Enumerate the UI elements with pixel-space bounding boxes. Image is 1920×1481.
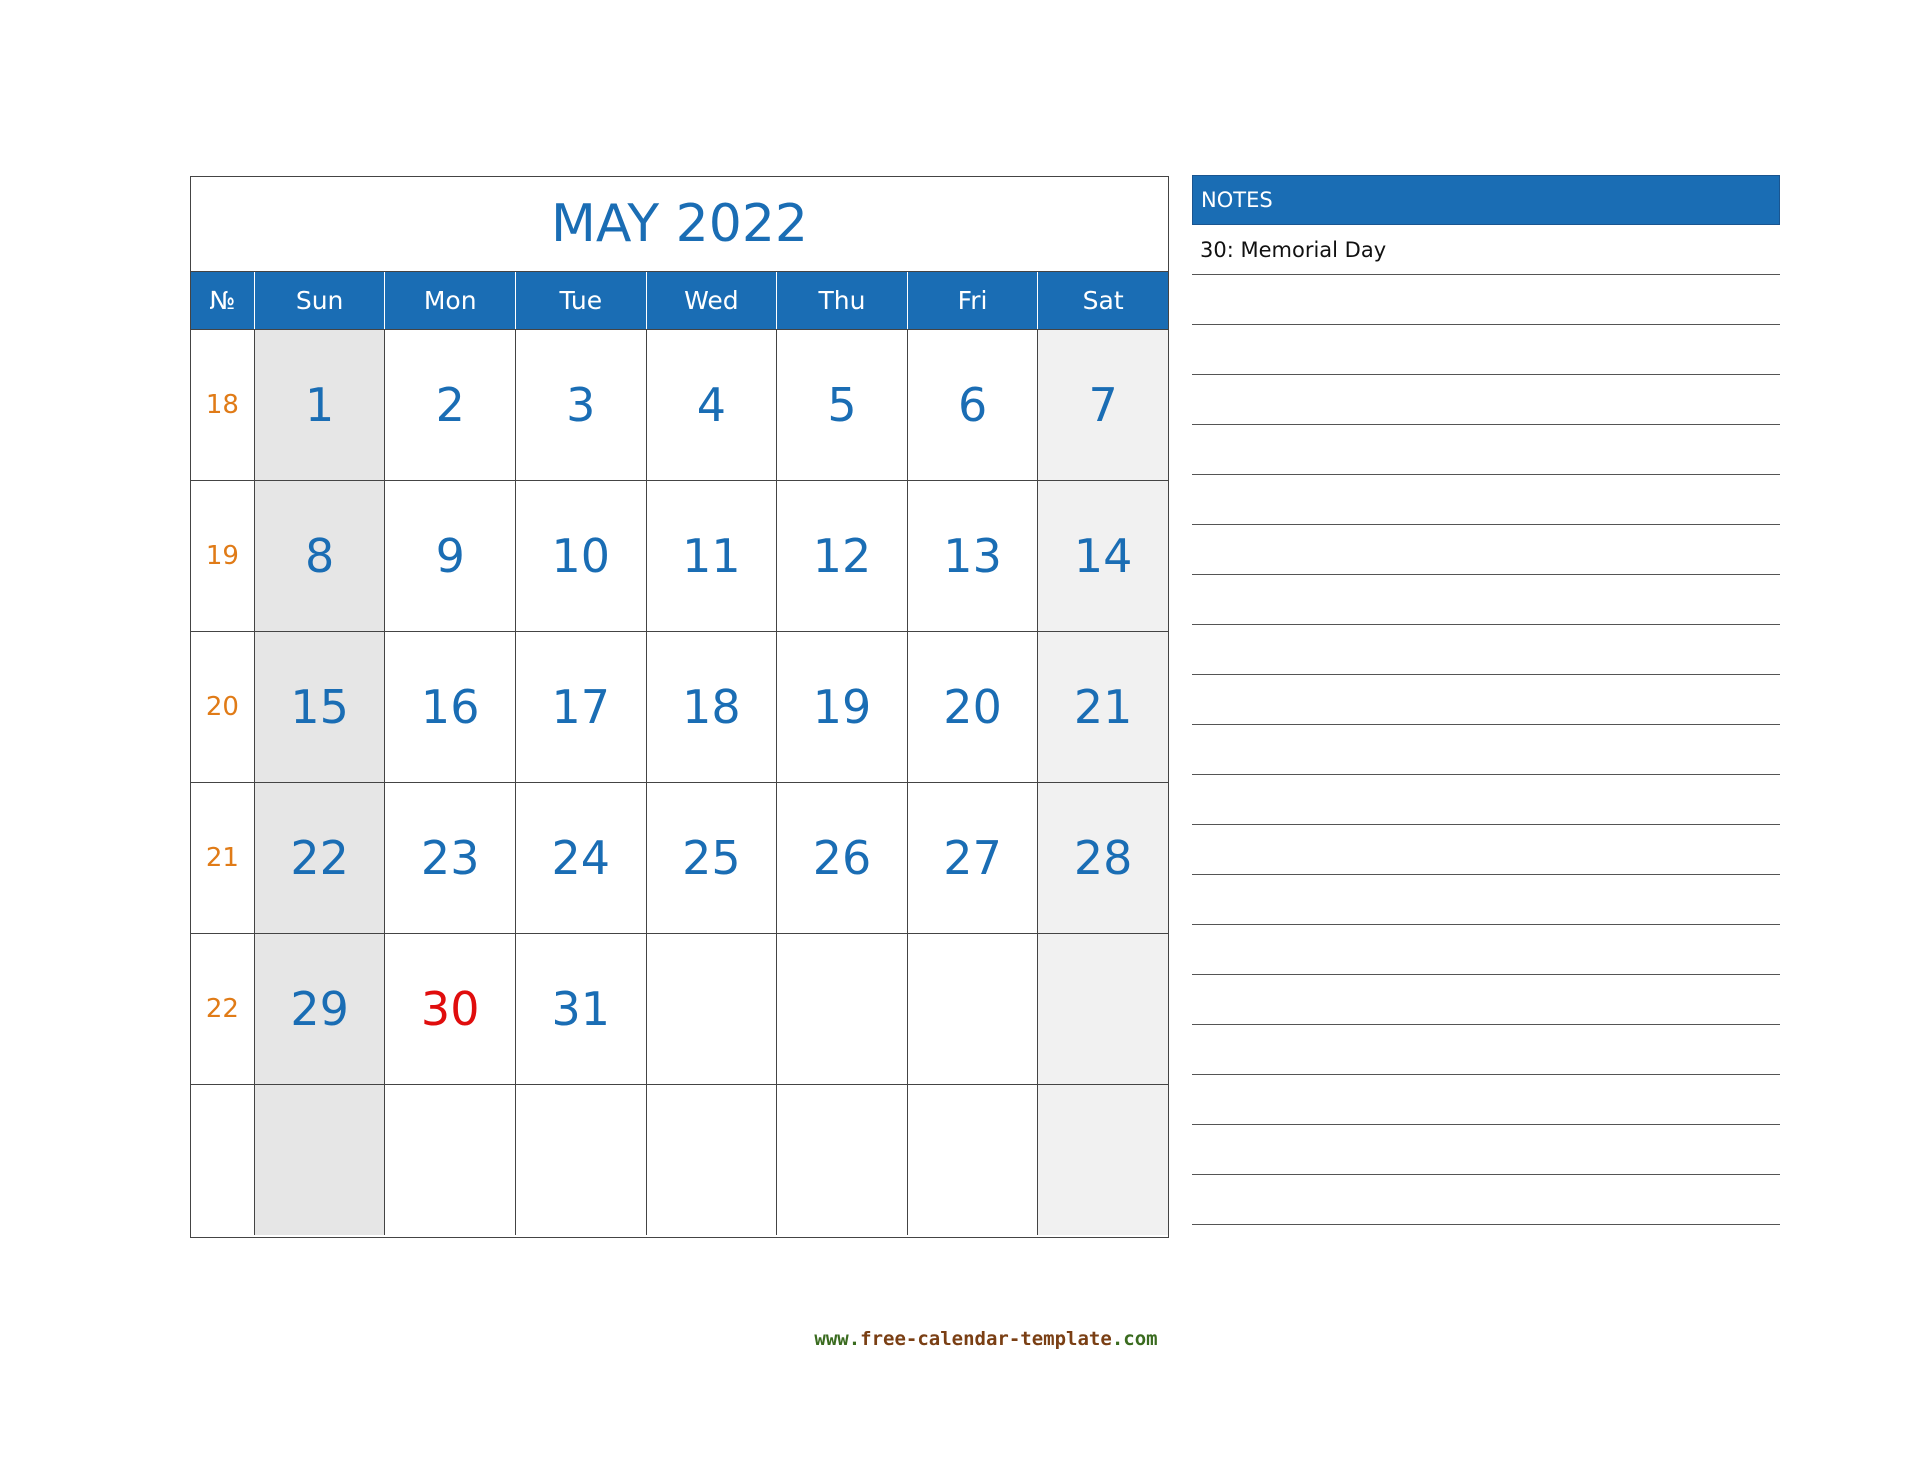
- note-line[interactable]: [1192, 875, 1780, 925]
- note-line[interactable]: [1192, 975, 1780, 1025]
- day-cell[interactable]: 13: [907, 481, 1038, 631]
- day-cell[interactable]: 27: [907, 783, 1038, 933]
- week-number: 20: [205, 692, 239, 722]
- day-cell[interactable]: 23: [384, 783, 515, 933]
- day-cell[interactable]: [1037, 1085, 1168, 1235]
- note-line[interactable]: [1192, 925, 1780, 975]
- day-cell[interactable]: 11: [646, 481, 777, 631]
- note-line[interactable]: [1192, 275, 1780, 325]
- day-cell[interactable]: 1: [254, 330, 385, 480]
- day-cell[interactable]: 15: [254, 632, 385, 782]
- week-row: [191, 329, 1168, 480]
- week-number-header: №: [209, 286, 236, 315]
- note-line[interactable]: [1192, 825, 1780, 875]
- day-cell[interactable]: 18: [646, 632, 777, 782]
- calendar-grid: [190, 176, 1169, 1238]
- header-fri: Fri: [907, 272, 1038, 329]
- footer-suffix: .com: [1111, 1328, 1158, 1350]
- note-line[interactable]: [1192, 1075, 1780, 1125]
- day-cell[interactable]: 28: [1037, 783, 1168, 933]
- day-cell[interactable]: 14: [1037, 481, 1168, 631]
- day-cell[interactable]: [254, 1085, 385, 1235]
- day-cell[interactable]: 8: [254, 481, 385, 631]
- note-line[interactable]: [1192, 575, 1780, 625]
- note-line[interactable]: [1192, 1125, 1780, 1175]
- calendar-body: [191, 329, 1168, 1235]
- week-number: [191, 1085, 254, 1235]
- day-cell[interactable]: [1037, 934, 1168, 1084]
- header-sat: Sat: [1037, 272, 1168, 329]
- day-cell[interactable]: [907, 934, 1038, 1084]
- note-line[interactable]: [1192, 375, 1780, 425]
- note-line[interactable]: [1192, 1175, 1780, 1225]
- header-tue: Tue: [515, 272, 646, 329]
- day-cell[interactable]: 7: [1037, 330, 1168, 480]
- day-cell[interactable]: [515, 1085, 646, 1235]
- day-cell[interactable]: 29: [254, 934, 385, 1084]
- note-line[interactable]: [1192, 675, 1780, 725]
- note-line[interactable]: [1192, 1025, 1780, 1075]
- header-sun: Sun: [254, 272, 385, 329]
- month-title: MAY 2022: [191, 177, 1168, 272]
- day-cell[interactable]: [646, 1085, 777, 1235]
- day-cell[interactable]: 25: [646, 783, 777, 933]
- notes-panel: [1192, 175, 1780, 1225]
- day-cell[interactable]: [646, 934, 777, 1084]
- day-cell[interactable]: 3: [515, 330, 646, 480]
- day-cell[interactable]: 12: [776, 481, 907, 631]
- day-cell[interactable]: 22: [254, 783, 385, 933]
- week-row: [191, 933, 1168, 1084]
- day-cell[interactable]: 19: [776, 632, 907, 782]
- week-number: 19: [205, 541, 239, 571]
- day-cell[interactable]: 20: [907, 632, 1038, 782]
- header-mon: Mon: [384, 272, 515, 329]
- day-cell[interactable]: 16: [384, 632, 515, 782]
- day-cell[interactable]: [384, 1085, 515, 1235]
- day-cell[interactable]: 21: [1037, 632, 1168, 782]
- note-line[interactable]: [1192, 775, 1780, 825]
- day-cell[interactable]: 5: [776, 330, 907, 480]
- note-line[interactable]: 30: Memorial Day: [1192, 225, 1780, 275]
- header-wed: Wed: [646, 272, 777, 329]
- footer-prefix: www.: [814, 1328, 861, 1350]
- notes-heading: NOTES: [1192, 175, 1780, 225]
- day-cell[interactable]: 30: [384, 934, 515, 1084]
- week-number: 18: [205, 390, 239, 420]
- week-number: 22: [205, 994, 239, 1024]
- footer-url[interactable]: [800, 1328, 1172, 1350]
- day-cell[interactable]: 26: [776, 783, 907, 933]
- week-row: [191, 782, 1168, 933]
- note-line[interactable]: [1192, 525, 1780, 575]
- day-cell[interactable]: 10: [515, 481, 646, 631]
- day-cell[interactable]: 4: [646, 330, 777, 480]
- day-cell[interactable]: [776, 1085, 907, 1235]
- note-line[interactable]: [1192, 425, 1780, 475]
- week-row: [191, 631, 1168, 782]
- note-line[interactable]: [1192, 475, 1780, 525]
- week-row: [191, 480, 1168, 631]
- day-cell[interactable]: 31: [515, 934, 646, 1084]
- day-cell[interactable]: [907, 1085, 1038, 1235]
- day-cell[interactable]: 9: [384, 481, 515, 631]
- day-cell[interactable]: [776, 934, 907, 1084]
- day-cell[interactable]: 24: [515, 783, 646, 933]
- week-row: [191, 1084, 1168, 1235]
- week-number: 21: [205, 843, 239, 873]
- day-cell[interactable]: 6: [907, 330, 1038, 480]
- note-line[interactable]: [1192, 725, 1780, 775]
- note-line[interactable]: [1192, 625, 1780, 675]
- header-thu: Thu: [776, 272, 907, 329]
- day-cell[interactable]: 2: [384, 330, 515, 480]
- day-cell[interactable]: 17: [515, 632, 646, 782]
- note-line[interactable]: [1192, 325, 1780, 375]
- notes-lines: [1192, 225, 1780, 1225]
- footer-brand: free-calendar-template: [860, 1328, 1112, 1350]
- weekday-header-row: [191, 272, 1168, 329]
